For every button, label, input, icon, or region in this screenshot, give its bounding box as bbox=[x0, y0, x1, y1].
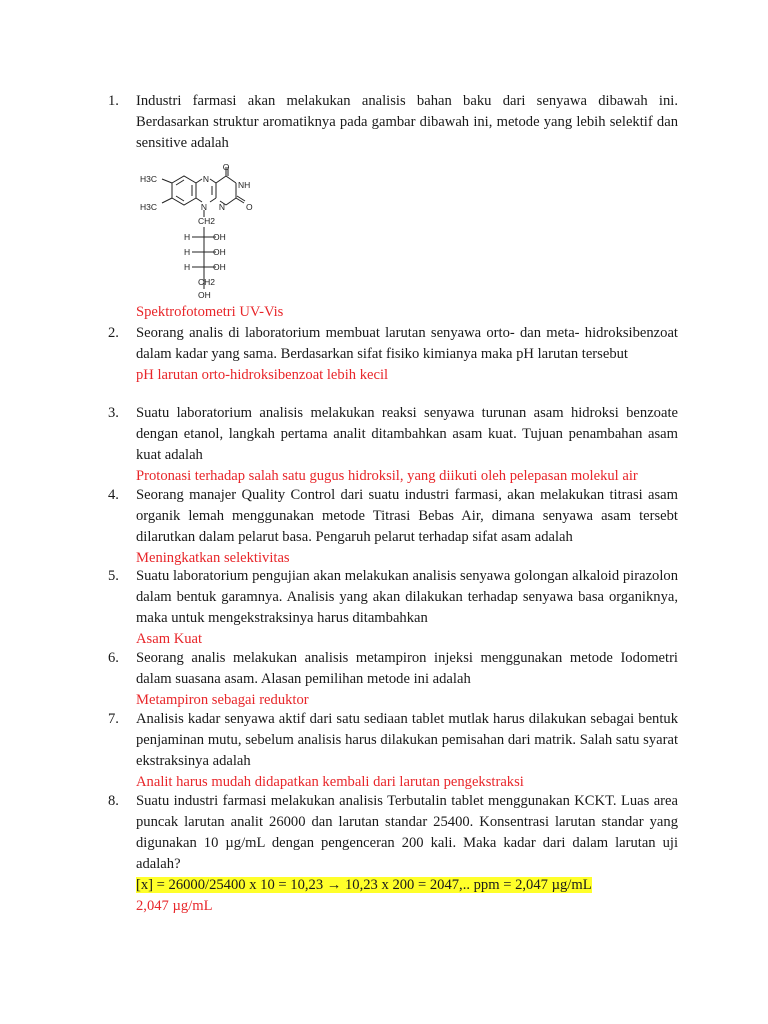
answer-5: Asam Kuat bbox=[136, 631, 203, 647]
question-number: 3. bbox=[108, 405, 119, 421]
question-7 bbox=[108, 709, 678, 793]
hydroxyl-label: OH bbox=[213, 232, 226, 242]
answer-4: Meningkatkan selektivitas bbox=[136, 550, 290, 566]
hydrogen-label: H bbox=[184, 232, 191, 242]
question-number: 6. bbox=[108, 650, 119, 666]
hydroxyl-label: OH bbox=[213, 247, 226, 257]
question-number: 1. bbox=[108, 93, 119, 109]
question-number: 2. bbox=[108, 325, 119, 341]
oxygen-label: O bbox=[246, 202, 253, 212]
question-5 bbox=[108, 566, 678, 650]
question-text: Industri farmasi akan melakukan analisis bahan baku dari senyawa dibawah ini. Berdasarkan struktur aromatiknya pada gambar dibawah ini, metode yang lebih selektif dan sensitive adalah bbox=[136, 93, 678, 151]
answer-3: Protonasi terhadap salah satu gugus hidroksil, yang diikuti oleh pelepasan molekul air bbox=[136, 468, 638, 484]
answer-7: Analit harus mudah didapatkan kembali dari larutan pengekstraksi bbox=[136, 774, 524, 790]
question-1 bbox=[108, 91, 678, 154]
riboflavin-structure bbox=[136, 157, 260, 302]
question-2 bbox=[108, 323, 678, 386]
question-number: 5. bbox=[108, 568, 119, 584]
nitrogen-label: N bbox=[202, 174, 210, 184]
question-text: Seorang analis di laboratorium membuat larutan senyawa orto- dan meta- hidroksibenzoat dalam kadar yang sama. Berdasarkan sifat fisiko kimianya maka pH larutan tersebut bbox=[136, 325, 678, 362]
question-text: Suatu laboratorium pengujian akan melakukan analisis senyawa golongan alkaloid pirazolon dalam bentuk garamnya. Analisis yang akan dilakukan terhadap senyawa basa organiknya, maka untuk mengekstraksinya harus ditambahkan bbox=[136, 568, 678, 626]
methyl-label: H3C bbox=[140, 174, 158, 184]
question-number: 8. bbox=[108, 793, 119, 809]
question-number: 4. bbox=[108, 487, 119, 503]
hydrogen-label: H bbox=[184, 247, 191, 257]
answer-1: Spektrofotometri UV-Vis bbox=[136, 304, 284, 320]
question-text: Suatu laboratorium analisis melakukan reaksi senyawa turunan asam hidroksi benzoate dengan etanol, langkah pertama analit ditambahkan asam kuat. Tujuan penambahan asam kuat adalah bbox=[136, 405, 678, 463]
nitrogen-label: N bbox=[218, 202, 226, 212]
methyl-label: H3C bbox=[140, 202, 158, 212]
question-4 bbox=[108, 485, 678, 569]
ch2-label: CH2 bbox=[198, 277, 216, 287]
answer-8: 2,047 µg/mL bbox=[136, 898, 213, 914]
question-text: Analisis kadar senyawa aktif dari satu sediaan tablet mutlak harus dilakukan sebagai bentuk penjaminan mutu, sebelum analisis harus dilakukan pemisahan dari matrik. Salah satu syarat ekstraksinya adalah bbox=[136, 711, 678, 769]
nh-label: NH bbox=[238, 180, 251, 190]
hydroxyl-label: OH bbox=[213, 262, 226, 272]
ch2-label: CH2 bbox=[198, 216, 216, 226]
question-6 bbox=[108, 648, 678, 711]
oxygen-label: O bbox=[222, 162, 230, 172]
calculation-highlight: [x] = 26000/25400 x 10 = 10,23 → 10,23 x 200 = 2047,.. ppm = 2,047 µg/mL bbox=[136, 877, 592, 893]
question-3 bbox=[108, 403, 678, 487]
hydrogen-label: H bbox=[184, 262, 191, 272]
question-8 bbox=[108, 791, 678, 917]
question-number: 7. bbox=[108, 711, 119, 727]
nitrogen-label: N bbox=[200, 202, 208, 212]
question-text: Suatu industri farmasi melakukan analisis Terbutalin tablet menggunakan KCKT. Luas area puncak larutan analit 26000 dan larutan standar 25400. Konsentrasi larutan standar yang digunakan 10 µg/mL dengan pengenceran 200 kali. Maka kadar dari dalam larutan uji adalah? bbox=[136, 793, 678, 872]
hydroxyl-label: OH bbox=[198, 290, 211, 300]
question-text: Seorang manajer Quality Control dari suatu industri farmasi, akan melakukan titrasi asam organik lemah menggunakan metode Titrasi Bebas Air, dimana senyawa asam tersebt dilarutkan dalam pelarut basa. Pengaruh pelarut terhadap sifat asam adalah bbox=[136, 487, 678, 545]
answer-2: pH larutan orto-hidroksibenzoat lebih kecil bbox=[136, 367, 389, 383]
answer-6: Metampiron sebagai reduktor bbox=[136, 692, 309, 708]
question-text: Seorang analis melakukan analisis metampiron injeksi menggunakan metode Iodometri dalam suasana asam. Alasan pemilihan metode ini adalah bbox=[136, 650, 678, 687]
